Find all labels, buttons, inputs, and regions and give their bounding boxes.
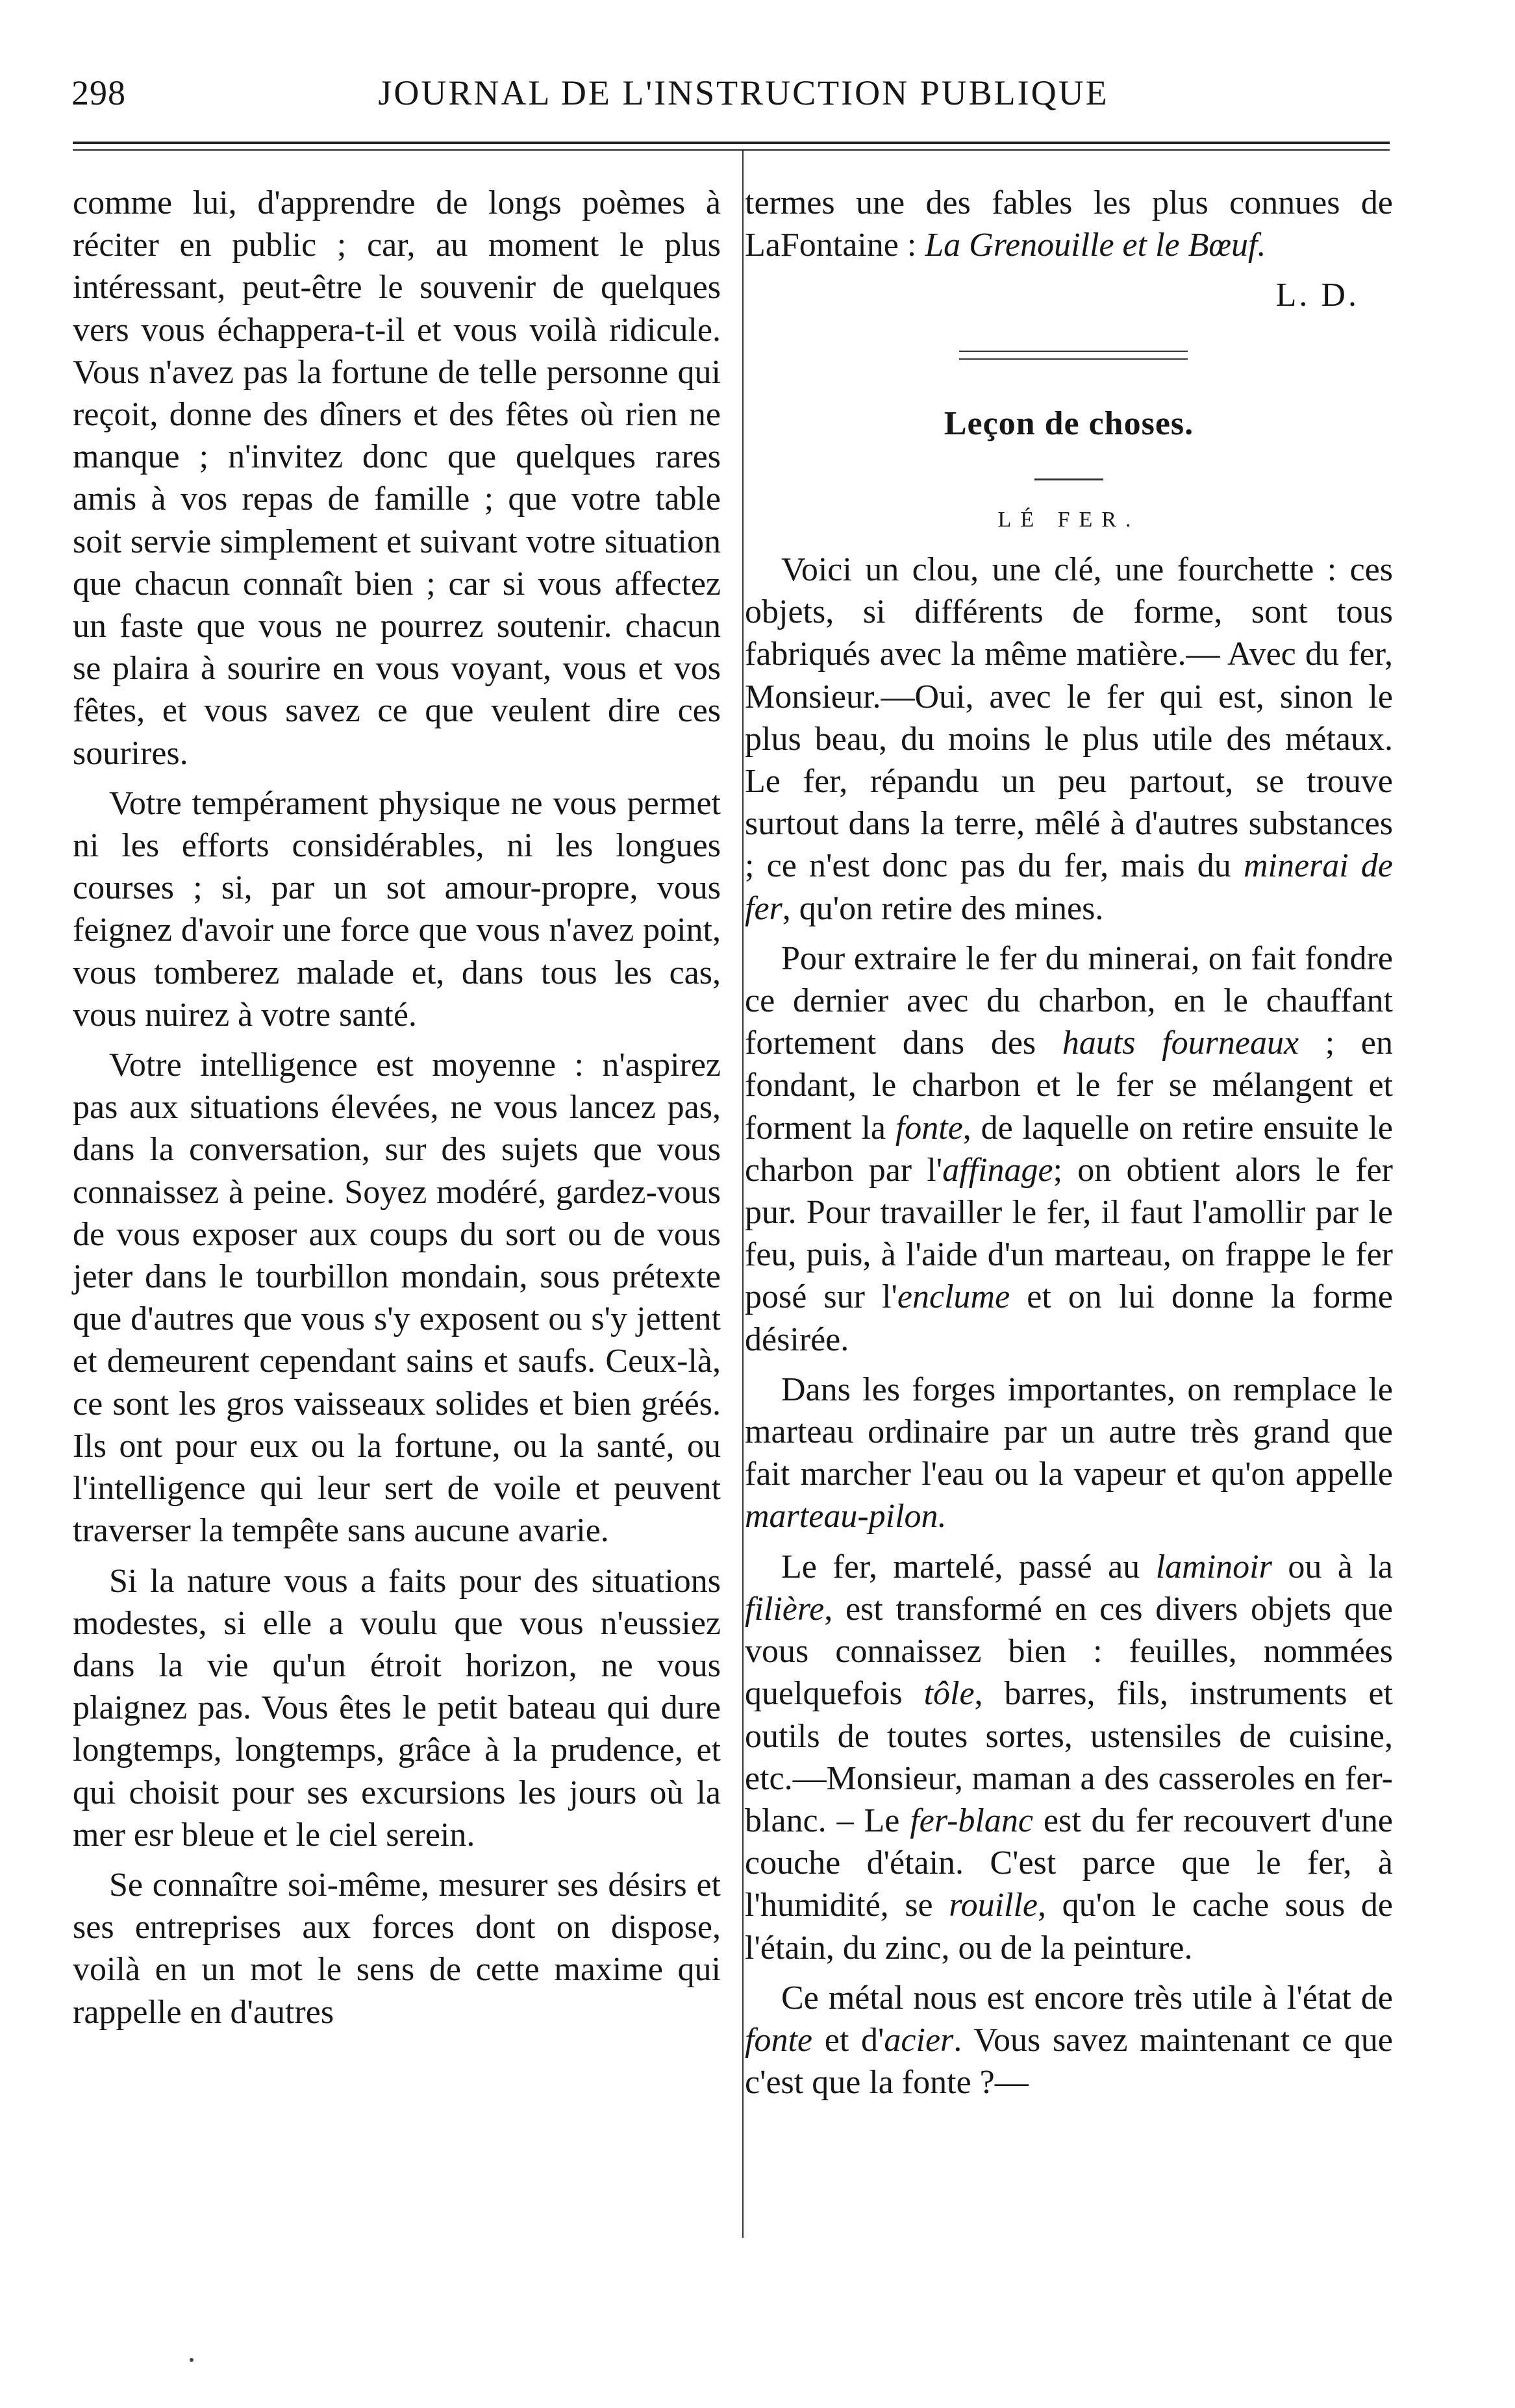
header-rule-thin [73,149,1390,151]
running-head [68,73,1419,118]
signature: L. D. [1275,277,1359,314]
lesson-subtitle: LÉ FER. [997,507,1140,532]
paragraph: Ce métal nous est encore très utile à l'état de fonte et d'acier. Vous savez maintenant ce que c'est que la fonte ?— [745,1979,1393,2102]
paragraph: termes une des fables les plus connues de LaFontaine : La Grenouille et le Bœuf. [745,184,1393,264]
paragraph: Voici un clou, une clé, une fourchette : ces objets, si différents de forme, sont tous fabriqués avec la même matière.— Avec du fer, Monsieur.—Oui, avec le fer qui est, sinon le plus beau, du moins le plus utile des métaux. Le fer, répandu un peu partout, se trouve surtout dans la terre, mêlé à d'autres substances ; ce n'est donc pas du fer, mais du minerai de fer, qu'on retire des mines. [745,551,1393,927]
paragraph: Le fer, martelé, passé au laminoir ou à la filière, est transformé en ces divers objets que vous connaissez bien : feuilles, nommées quelquefois tôle, barres, fils, instruments et outils de toutes sortes, ustensiles de cuisine, etc.—Monsieur, maman a des casseroles en fer-blanc. – Le fer-blanc est du fer recouvert d'une couche d'étain. C'est parce que le fer, à l'humidité, se rouille, qu'on le cache sous de l'étain, du zinc, ou de la peinture. [745,1548,1394,1967]
paragraph: Dans les forges importantes, on remplace le marteau ordinaire par un autre très grand que fait marcher l'eau ou la vapeur et qu'on appelle marteau-pilon. [745,1371,1393,1535]
paragraph: Pour extraire le fer du minerai, on fait fondre ce dernier avec du charbon, en le chauffant fortement dans des hauts fourneaux ; en fondant, le charbon et le fer se mélangent et forment la fonte, de laquelle on retire ensuite le charbon par l'affinage; on obtient alors le fer pur. Pour travailler le fer, il faut l'amollir par le feu, puis, à l'aide d'un marteau, on frappe le fer posé sur l'enclume et on lui donne la forme désirée. [745,939,1394,1358]
header-rule-thick [73,142,1390,144]
paragraph: comme lui, d'apprendre de longs poèmes à réciter en public ; car, au moment le plus intéressant, peut-être le souvenir de quelques vers vous échappera-t-il et vous voilà ridicule. Vous n'avez pas la fortune de telle personne qui reçoit, donne des dîners et des fêtes où rien ne manque ; n'invitez donc que quelques rares amis à vos repas de famille ; que votre table soit servie simplement et suivant votre situation que chacun connaît bien ; car si vous affectez un faste que vous ne pourrez soutenir. chacun se plaira à sourire en vous voyant, vous et vos fêtes, et vous savez ce que veulent dire ces sourires. [73,184,721,772]
ink-speck [190,2358,194,2362]
right-column [745,182,1393,2104]
left-column [73,182,721,2033]
page-number: 298 [71,73,126,112]
title-rule [1034,478,1103,480]
lesson-title: Leçon de choses. [944,404,1194,442]
paragraph: Votre tempérament physique ne vous permet ni les efforts considérables, ni les longues courses ; si, par un sot amour-propre, vous feignez d'avoir une force que vous n'avez point, vous tomberez malade et, dans tous les cas, vous nuirez à votre santé. [73,784,721,1034]
column-divider [742,151,744,2238]
paragraph: Votre intelligence est moyenne : n'aspirez pas aux situations élevées, ne vous lancez pas, dans la conversation, sur des sujets que vous connaissez à peine. Soyez modéré, gardez-vous de vous exposer aux coups du sort ou de vous jeter dans le tourbillon mondain, sous prétexte que d'autres que vous s'y exposent ou s'y jettent et demeurent cependant sains et saufs. Ceux-là, ce sont les gros vaisseaux solides et bien gréés. Ils ont pour eux ou la fortune, ou la santé, ou l'intelligence qui leur sert de voile et peuvent traverser la tempête sans aucune avarie. [73,1047,721,1550]
paragraph: Se connaître soi-même, mesurer ses désirs et ses entreprises aux forces dont on dispose, voilà en un mot le sens de cette maxime qui rappelle en d'autres [73,1866,721,2031]
paragraph: Si la nature vous a faits pour des situations modestes, si elle a voulu que vous n'eussiez dans la vie qu'un étroit horizon, ne vous plaignez pas. Vous êtes le petit bateau qui dure longtemps, longtemps, grâce à la prudence, et qui choisit pour ses excursions les jours où la mer esr bleue et le ciel serein. [73,1562,721,1854]
journal-title: JOURNAL DE L'INSTRUCTION PUBLIQUE [378,73,1109,112]
section-ornament [745,331,1393,377]
fable-title: La Grenouille et le Bœuf. [925,227,1266,264]
